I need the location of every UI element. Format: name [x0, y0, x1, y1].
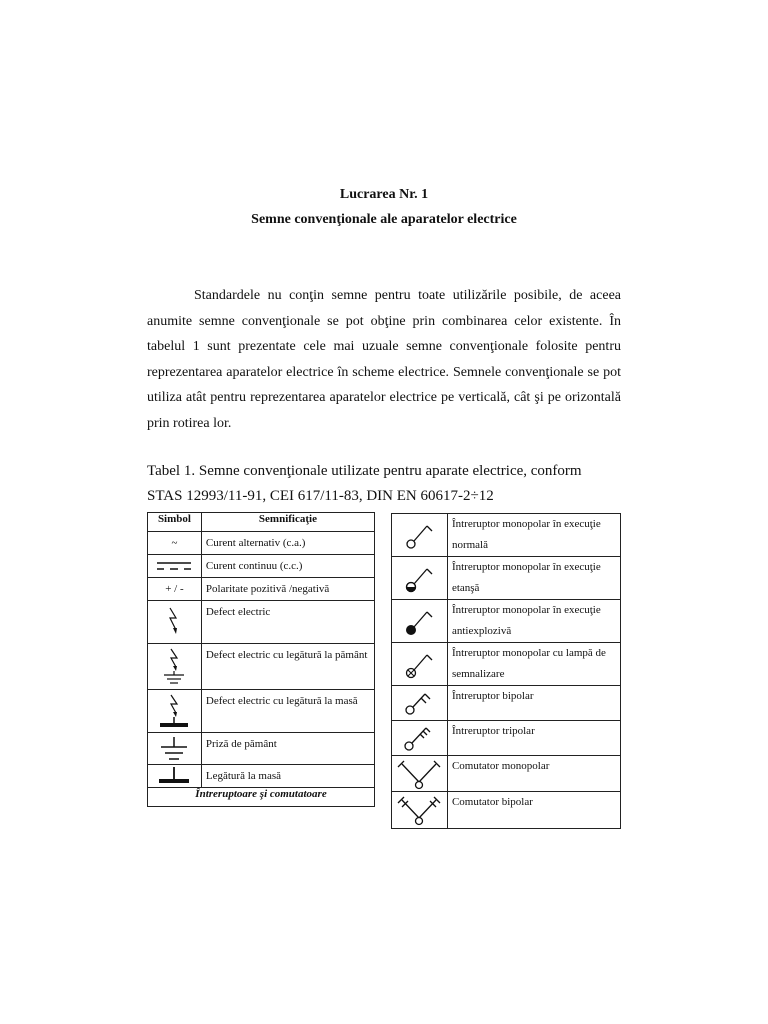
- table-row: [392, 686, 621, 721]
- symbols-table-left: [147, 512, 375, 807]
- intro-paragraph-text: Standardele nu conţin semne pentru toate utilizările posibile, de aceea anumite semne convenţionale se pot obţine prin combinarea celor existente. În tabelul 1 sunt prezentate cele mai uzuale semne convenţionale folosite pentru reprezentarea aparatelor electrice în scheme electrice. Semnele convenţionale se pot utiliza atât pentru reprezentarea aparatelor electrice pe verticală, cât şi pe orizontală prin rotirea lor.: [147, 288, 621, 431]
- table-footer-row: [148, 788, 375, 807]
- symbol-cell: [148, 532, 202, 555]
- bipolar-switch-icon: [399, 689, 439, 717]
- fault-earth-icon: [159, 647, 189, 687]
- meaning-cell: Întreruptor monopolar în execuţie antiexplozivă: [447, 600, 620, 643]
- symbol-cell: [148, 733, 202, 765]
- symbol-cell: [148, 555, 202, 578]
- meaning-cell: Defect electric cu legătură la pământ: [201, 644, 374, 690]
- intro-paragraph: [147, 283, 621, 436]
- symbol-cell: [392, 557, 448, 600]
- meaning-cell: Defect electric cu legătură la masă: [201, 690, 374, 733]
- table-caption: [147, 459, 627, 509]
- table-caption-line2: STAS 12993/11-91, CEI 617/11-83, DIN EN 60617-2÷12: [147, 488, 494, 504]
- meaning-cell: Întreruptor bipolar: [447, 686, 620, 721]
- fault-icon: [164, 606, 184, 638]
- symbol-cell: [392, 643, 448, 686]
- symbol-cell: [148, 578, 202, 601]
- meaning-cell: Priză de pământ: [201, 733, 374, 765]
- fault-frame-icon: [157, 693, 191, 729]
- symbol-cell: [148, 644, 202, 690]
- document-subtitle: Semne convenţionale ale aparatelor electrice: [251, 212, 517, 227]
- meaning-cell: Legătură la masă: [201, 765, 374, 788]
- table-row: [392, 600, 621, 643]
- polarity-symbol: + / -: [165, 583, 184, 595]
- dc-symbol-icon: [154, 559, 194, 573]
- table-row: [148, 644, 375, 690]
- meaning-cell: Comutator bipolar: [447, 792, 620, 829]
- table-row: [392, 721, 621, 756]
- symbol-cell: [392, 721, 448, 756]
- symbol-cell: [148, 690, 202, 733]
- section-footer: Întreruptoare şi comutatoare: [148, 788, 375, 807]
- symbol-cell: [392, 756, 448, 792]
- symbols-table-right: [391, 513, 621, 829]
- earth-icon: [157, 735, 191, 763]
- meaning-cell: Întreruptor tripolar: [447, 721, 620, 756]
- tripolar-switch-icon: [399, 724, 439, 752]
- meaning-cell: Curent continuu (c.c.): [201, 555, 374, 578]
- table-row: [392, 643, 621, 686]
- meaning-cell: Defect electric: [201, 601, 374, 644]
- symbol-cell: [148, 601, 202, 644]
- table-row: [148, 555, 375, 578]
- table-row: [148, 765, 375, 788]
- symbol-cell: [148, 765, 202, 788]
- table-row: [148, 578, 375, 601]
- switch-explosion-proof-icon: [399, 604, 439, 638]
- table-row: [148, 532, 375, 555]
- switch-sealed-icon: [399, 561, 439, 595]
- table-row: [392, 792, 621, 829]
- meaning-cell: Întreruptor monopolar cu lampă de semnalizare: [447, 643, 620, 686]
- table-caption-line1: Tabel 1. Semne convenţionale utilizate pentru aparate electrice, conform: [147, 463, 582, 479]
- switch-normal-icon: [399, 518, 439, 552]
- switch-signal-lamp-icon: [399, 647, 439, 681]
- meaning-cell: Comutator monopolar: [447, 756, 620, 792]
- header-meaning: Semnificaţie: [201, 513, 374, 532]
- frame-connection-icon: [156, 766, 192, 786]
- meaning-cell: Polaritate pozitivă /negativă: [201, 578, 374, 601]
- table-row: [392, 514, 621, 557]
- table-row: [392, 557, 621, 600]
- symbol-cell: [392, 600, 448, 643]
- table-row: [148, 733, 375, 765]
- table-header-row: [148, 513, 375, 532]
- table-row: [148, 690, 375, 733]
- monopolar-changeover-icon: [394, 758, 444, 790]
- symbol-cell: [392, 514, 448, 557]
- table-row: [148, 601, 375, 644]
- table-row: [392, 756, 621, 792]
- symbol-cell: [392, 792, 448, 829]
- bipolar-changeover-icon: [394, 794, 444, 826]
- meaning-cell: Întreruptor monopolar în execuţie etanşă: [447, 557, 620, 600]
- symbol-cell: [392, 686, 448, 721]
- meaning-cell: Întreruptor monopolar în execuţie normală: [447, 514, 620, 557]
- tilde-symbol: ~: [171, 537, 178, 549]
- document-title: Lucrarea Nr. 1: [339, 187, 429, 202]
- meaning-cell: Curent alternativ (c.a.): [201, 532, 374, 555]
- header-symbol: Simbol: [148, 513, 202, 532]
